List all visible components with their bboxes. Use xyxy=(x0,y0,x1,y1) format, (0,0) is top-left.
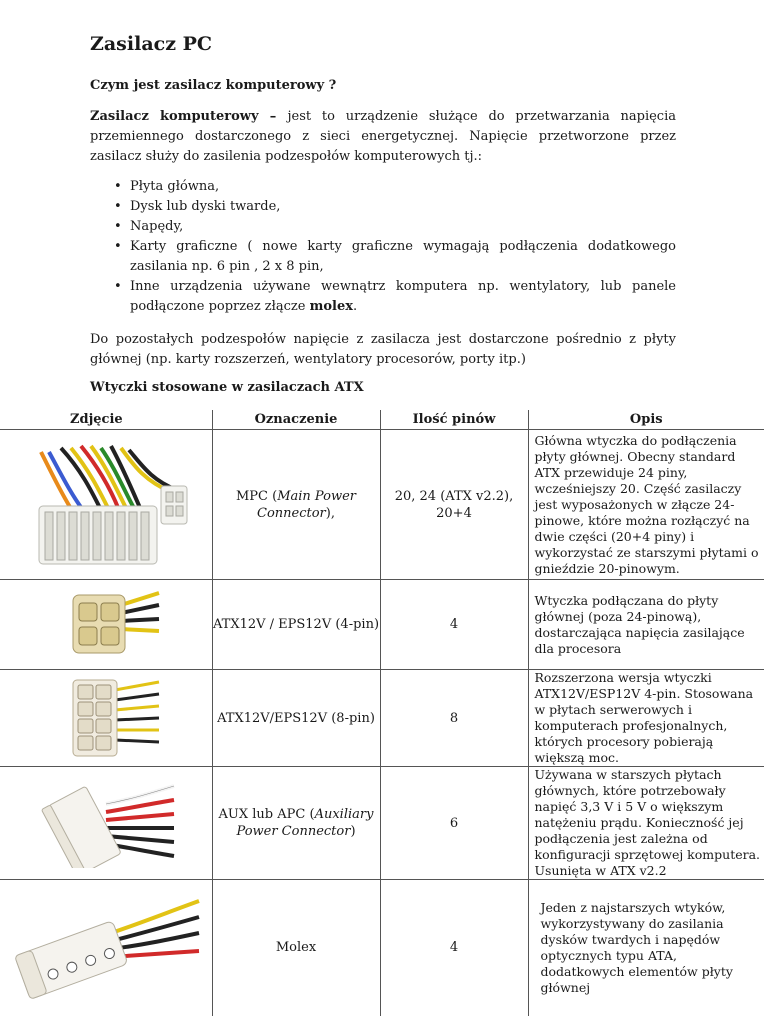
description-cell: Jeden z najstarszych wtyków, wykorzystywany do zasilania dysków twardych i napędów optycznych typu ATA, dodatkowych elementów płyty głównej xyxy=(528,880,764,1016)
connector-table xyxy=(0,410,764,1016)
table-row xyxy=(0,670,764,767)
pins-cell: 6 xyxy=(380,767,528,880)
list-item: • Napędy, xyxy=(90,217,676,237)
name-italic: Auxiliary Power Connector xyxy=(236,807,374,839)
name-cell: ATX12V/EPS12V (8-pin) xyxy=(212,670,380,767)
table-heading: Wtyczki stosowane w zasilaczach ATX xyxy=(90,380,364,395)
table-row xyxy=(0,880,764,1016)
atx12v-8pin-connector-image xyxy=(51,676,161,760)
intro-dash: – xyxy=(258,109,288,124)
name-italic: Main Power Connector xyxy=(257,488,357,521)
column-header: Oznaczenie xyxy=(212,410,380,430)
aux-6pin-connector-image xyxy=(36,778,176,868)
photo-cell xyxy=(0,430,212,580)
name-cell xyxy=(212,430,380,580)
photo-cell xyxy=(0,880,212,1016)
table-row xyxy=(0,430,764,580)
list-item: • Dysk lub dyski twarde, xyxy=(90,197,676,217)
name-end: ) xyxy=(350,824,356,839)
column-header: Zdjęcie xyxy=(0,410,212,430)
molex-connector-image xyxy=(11,893,201,1003)
secondary-paragraph: Do pozostałych podzespołów napięcie z zasilacza jest dostarczone pośrednio z płyty głównej (np. karty rozszerzeń, wentylatory procesorów, porty itp.) xyxy=(90,332,676,367)
question-heading: Czym jest zasilacz komputerowy ? xyxy=(90,78,337,93)
description-cell: Rozszerzona wersja wtyczki ATX12V/ESP12V 4-pin. Stosowana w płytach serwerowych i komputerach profesjonalnych, których procesory pobierają większą moc. xyxy=(528,670,764,767)
list-item: • Płyta główna, xyxy=(90,177,676,197)
intro-paragraph xyxy=(90,107,676,167)
molex-term: molex xyxy=(309,299,353,314)
list-item: • Karty graficzne ( nowe karty graficzne wymagają podłączenia dodatkowego zasilania np. 6 pin , 2 x 8 pin, xyxy=(90,237,676,277)
component-list xyxy=(90,177,676,317)
intro-text: jest to urządzenie służące do przetwarzania napięcia przemiennego dostarczonego z sieci energetycznej. Napięcie przetworzone przez zasilacz służy do zasilenia podzespołów komputerowych tj.: xyxy=(90,109,677,164)
pins-cell: 20, 24 (ATX v2.2), 20+4 xyxy=(380,430,528,580)
description-cell: Wtyczka podłączana do płyty głównej (poza 24-pinową), dostarczająca napięcia zasilające dla procesora xyxy=(528,580,764,670)
name-plain: MPC ( xyxy=(235,488,278,504)
name-cell: ATX12V / EPS12V (4-pin) xyxy=(212,580,380,670)
table-row xyxy=(0,580,764,670)
pins-cell: 8 xyxy=(380,670,528,767)
name-plain: AUX lub APC ( xyxy=(218,807,315,822)
pins-cell: 4 xyxy=(380,580,528,670)
name-end: ), xyxy=(325,505,335,521)
table-row xyxy=(0,767,764,880)
atx12v-4pin-connector-image xyxy=(51,585,161,665)
photo-cell xyxy=(0,580,212,670)
name-cell: Molex xyxy=(212,880,380,1016)
table-header-row xyxy=(0,410,764,430)
atx-24pin-connector-image xyxy=(21,440,191,570)
column-header: Opis xyxy=(528,410,764,430)
pins-cell: 4 xyxy=(380,880,528,1016)
list-item xyxy=(90,277,676,317)
photo-cell xyxy=(0,670,212,767)
description-cell: Główna wtyczka do podłączenia płyty głównej. Obecny standard ATX przewiduje 24 piny, wcześniejszy 20. Część zasilaczy jest wyposażonych w złącze 24-pinowe, które można rozłączyć na dwie części (20+4 piny) i wykorzystać ze starszymi płytami o gnieździe 20-pinowym. xyxy=(528,430,764,580)
list-item-text: Inne urządzenia używane wewnątrz komputera np. wentylatory, lub panele podłączone poprzez złącze xyxy=(130,279,676,314)
intro-term: Zasilacz komputerowy xyxy=(90,109,259,124)
column-header: Ilość pinów xyxy=(380,410,528,430)
list-item-end: . xyxy=(352,299,358,314)
description-cell: Używana w starszych płytach głównych, które potrzebowały napięć 3,3 V i 5 V o większym natężeniu prądu. Konieczność jej podłączenia jest zależna od konfiguracji sprzętowej komputera. Usunięta w ATX v2.2 xyxy=(528,767,764,880)
photo-cell xyxy=(0,767,212,880)
page-title: Zasilacz PC xyxy=(90,33,213,55)
name-cell xyxy=(212,767,380,880)
